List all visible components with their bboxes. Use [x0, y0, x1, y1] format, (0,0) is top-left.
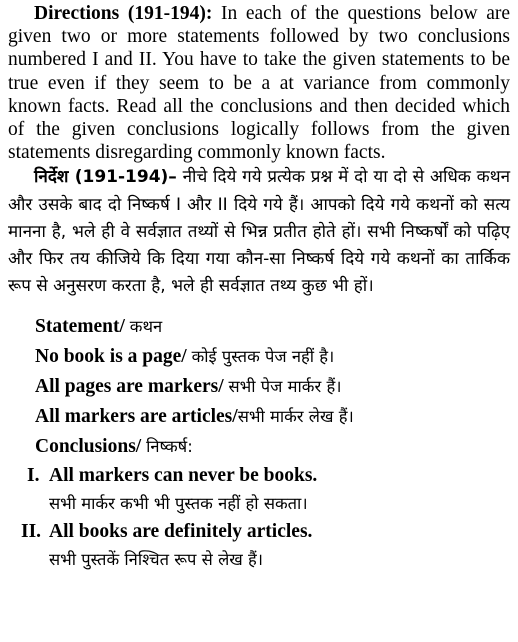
conclusions-heading: Conclusions/ निष्कर्ष:: [35, 436, 193, 458]
directions-heading: Directions (191-194):: [34, 3, 213, 24]
statement-2: All pages are markers/ सभी पेज मार्कर हैं।: [35, 376, 342, 398]
conclusion-1-number: I.: [27, 465, 40, 487]
conclusion-1: [27, 462, 510, 518]
nirdesh-paragraph: [8, 164, 510, 300]
conclusion-2: [21, 518, 510, 574]
conclusion-2-number: II.: [21, 521, 42, 543]
conclusion-1-english: All markers can never be books.: [49, 465, 318, 487]
conclusion-1-hindi: सभी मार्कर कभी भी पुस्तक नहीं हो सकता।: [49, 494, 308, 514]
statement-heading: Statement/ कथन: [35, 316, 163, 338]
statement-1: No book is a page/ कोई पुस्तक पेज नहीं है।: [35, 346, 335, 368]
statement-3: All markers are articles/सभी मार्कर लेख हैं।: [35, 406, 354, 428]
nirdesh-text: नीचे दिये गये प्रत्येक प्रश्न में दो या दो से अधिक कथन और उसके बाद दो निष्कर्ष I और II दिये गये हैं। आपको दिये गये कथनों को सत्य मानना है, भले ही वे सर्वज्ञात तथ्यों से भिन्न प्रतीत होते हों। सभी निष्कर्षों को पढ़िए और फिर तय कीजिये कि दिया गया कौन-सा निष्कर्ष दिये गये कथनों का तार्किक रूप से अनुसरण करता है, भले ही सर्वज्ञात तथ्य कुछ भी हों।: [8, 167, 511, 297]
nirdesh-heading: निर्देश (191-194)–: [34, 167, 177, 188]
directions-text: In each of the questions below are given two or more statements followed by two conclusions numbered I and II. You have to take the given statements to be true even if they seem to be a at variance from commonly known facts. Read all the conclusions and then decided which of the given conclusions logically follows from the given statements disregarding commonly known facts.: [8, 3, 511, 164]
statements-block: [8, 312, 510, 574]
directions-paragraph: [8, 2, 510, 164]
conclusion-2-english: All books are definitely articles.: [49, 521, 313, 543]
conclusion-2-hindi: सभी पुस्तकें निश्चित रूप से लेख हैं।: [49, 550, 264, 570]
